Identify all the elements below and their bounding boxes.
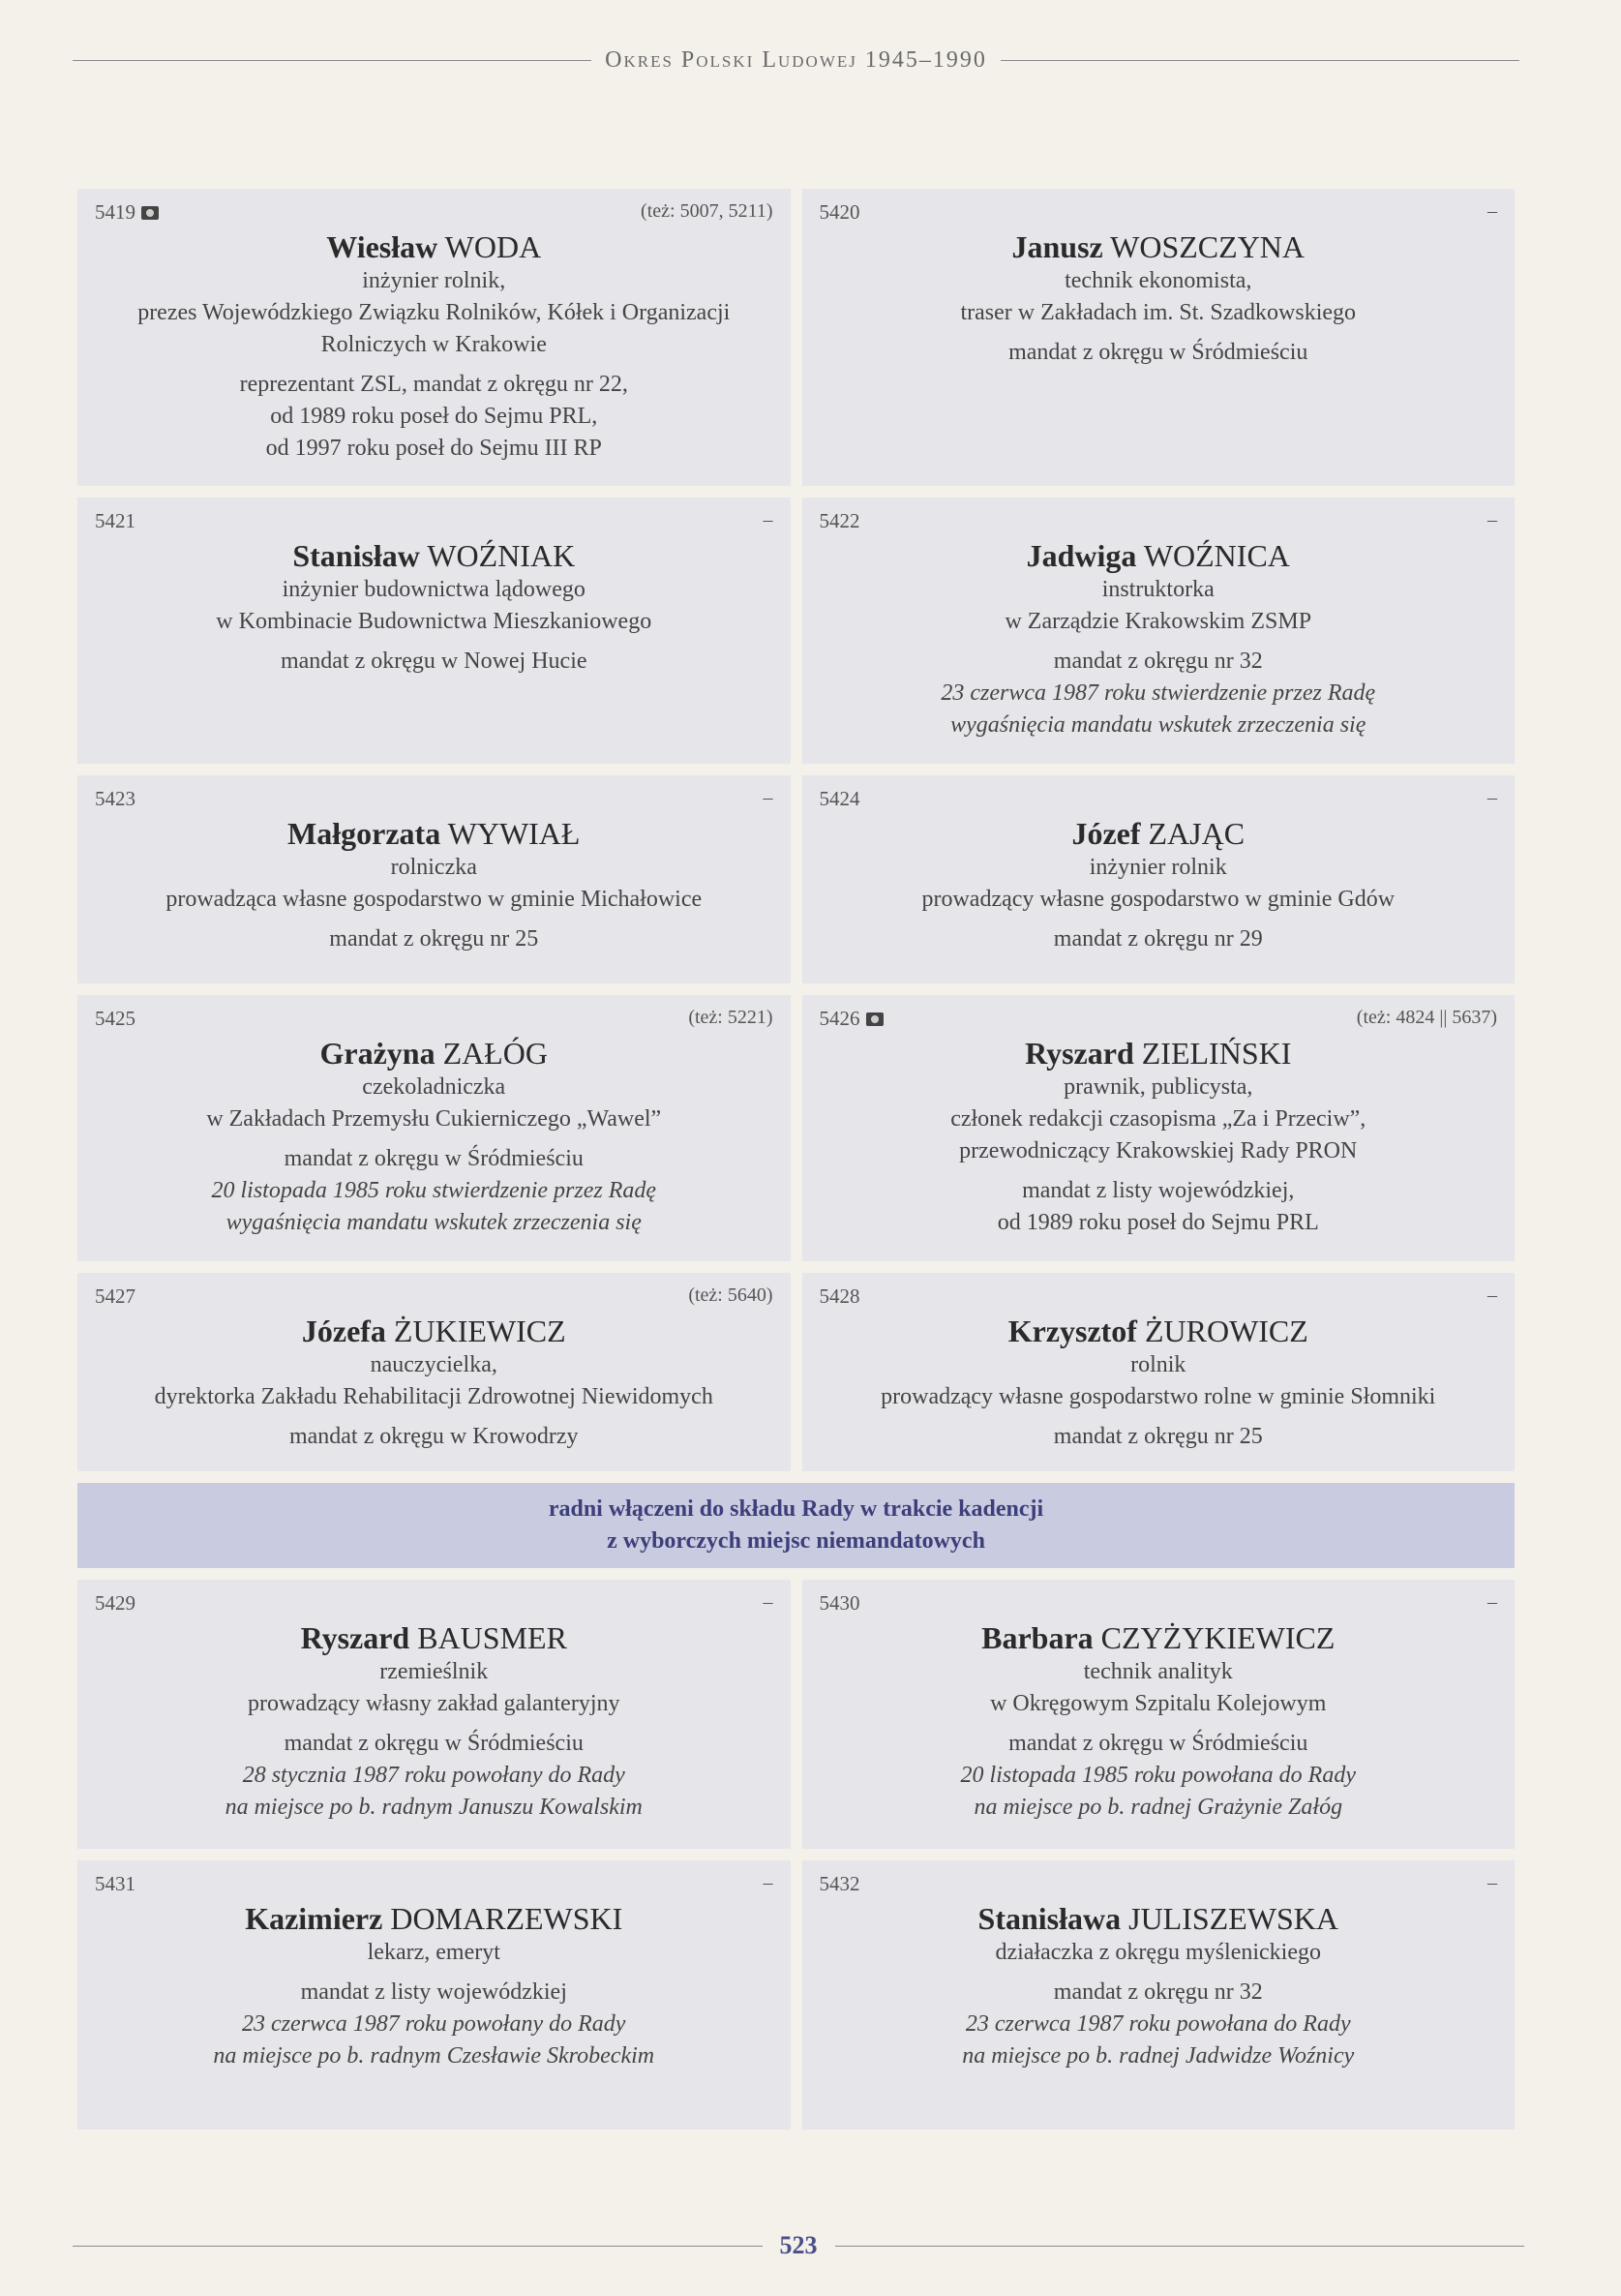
description-line: rolnik bbox=[1130, 1352, 1186, 1377]
person-name bbox=[93, 1620, 775, 1656]
spacer bbox=[93, 916, 775, 923]
entry-number-text: 5424 bbox=[819, 787, 860, 810]
last-name: BAUSMER bbox=[417, 1620, 567, 1655]
description-line: inżynier budownictwa lądowego bbox=[282, 577, 585, 602]
person-name bbox=[93, 816, 775, 852]
note-line: na miejsce po b. radnym Czesławie Skrobeckim bbox=[213, 2043, 655, 2069]
entry-card bbox=[77, 775, 791, 983]
spacer bbox=[93, 638, 775, 646]
entry-row bbox=[77, 1860, 1515, 2130]
entry-row bbox=[77, 1580, 1515, 1849]
cross-reference: – bbox=[763, 509, 773, 530]
entry-number bbox=[820, 200, 860, 225]
note-line: na miejsce po b. radnym Januszu Kowalskim bbox=[225, 1795, 643, 1820]
cross-reference: – bbox=[1487, 1591, 1497, 1613]
entry-number-text: 5420 bbox=[819, 200, 860, 224]
mandate-line: mandat z okręgu w Krowodrzy bbox=[288, 1424, 579, 1449]
entry-card bbox=[802, 775, 1516, 983]
entry-card bbox=[802, 498, 1516, 764]
description-line: technik ekonomista, bbox=[1065, 268, 1252, 293]
entry-number-text: 5432 bbox=[819, 1872, 860, 1895]
cross-reference: (też: 5007, 5211) bbox=[641, 200, 773, 222]
entry-card bbox=[77, 189, 791, 486]
first-name: Małgorzata bbox=[287, 816, 441, 851]
description-line: prowadzący własny zakład galanteryjny bbox=[247, 1691, 620, 1716]
last-name: WOSZCZYNA bbox=[1110, 229, 1306, 264]
first-name: Ryszard bbox=[300, 1620, 410, 1655]
entry-number-text: 5419 bbox=[95, 200, 135, 224]
page-number: 523 bbox=[779, 2231, 818, 2259]
entry-number-text: 5421 bbox=[95, 509, 135, 532]
first-name: Krzysztof bbox=[1007, 1314, 1137, 1348]
entry-card bbox=[77, 995, 791, 1261]
entry-number bbox=[820, 1007, 884, 1031]
entry-number bbox=[95, 1284, 135, 1309]
description-line: prowadzący własne gospodarstwo rolne w gminie Słomniki bbox=[881, 1384, 1436, 1409]
header-rule-right bbox=[1001, 60, 1519, 61]
entry-number-text: 5428 bbox=[819, 1284, 860, 1308]
entry-card bbox=[77, 1273, 791, 1471]
footer-rule-left bbox=[73, 2246, 763, 2247]
entry-number bbox=[95, 1872, 135, 1896]
description-line: w Okręgowym Szpitalu Kolejowym bbox=[990, 1691, 1327, 1716]
first-name: Józefa bbox=[301, 1314, 386, 1348]
first-name: Grażyna bbox=[319, 1036, 435, 1071]
person-name bbox=[818, 816, 1500, 852]
description-line: traser w Zakładach im. St. Szadkowskiego bbox=[960, 300, 1357, 325]
spacer bbox=[93, 1720, 775, 1728]
description-line: prowadząca własne gospodarstwo w gminie Michałowice bbox=[165, 887, 703, 912]
header-rule-left bbox=[73, 60, 591, 61]
description-line: przewodniczący Krakowskiej Rady PRON bbox=[959, 1138, 1358, 1163]
cross-reference: (też: 5640) bbox=[688, 1284, 773, 1306]
description-line: czekoladniczka bbox=[362, 1074, 506, 1100]
last-name: WOŹNIAK bbox=[427, 538, 576, 573]
entry-number-text: 5425 bbox=[95, 1007, 135, 1030]
entries-grid bbox=[77, 189, 1515, 2141]
entry-number-text: 5423 bbox=[95, 787, 135, 810]
last-name: JULISZEWSKA bbox=[1128, 1901, 1338, 1936]
last-name: ZAJĄC bbox=[1148, 816, 1246, 851]
last-name: DOMARZEWSKI bbox=[390, 1901, 623, 1936]
note-line: wygaśnięcia mandatu wskutek zrzeczenia się bbox=[225, 1210, 642, 1235]
mandate-line: mandat z listy wojewódzkiej bbox=[300, 1979, 567, 2005]
first-name: Kazimierz bbox=[245, 1901, 383, 1936]
last-name: WODA bbox=[444, 229, 542, 264]
cross-reference: – bbox=[1487, 787, 1497, 808]
mandate-line: mandat z okręgu nr 25 bbox=[329, 926, 539, 952]
cross-reference: – bbox=[1487, 1284, 1497, 1306]
description-line: w Zakładach Przemysłu Cukierniczego „Wawel” bbox=[206, 1106, 662, 1132]
entry-card bbox=[802, 1860, 1516, 2130]
cross-reference: – bbox=[763, 1591, 773, 1613]
mandate-line: mandat z okręgu w Śródmieściu bbox=[284, 1146, 584, 1171]
first-name: Ryszard bbox=[1025, 1036, 1134, 1071]
spacer bbox=[93, 1413, 775, 1421]
description-line: rolniczka bbox=[390, 855, 477, 880]
mandate-line: mandat z okręgu w Śródmieściu bbox=[284, 1731, 584, 1756]
mandate-line: od 1989 roku poseł do Sejmu PRL bbox=[997, 1210, 1319, 1235]
entry-card bbox=[802, 189, 1516, 486]
mandate-line: mandat z okręgu nr 25 bbox=[1053, 1424, 1263, 1449]
camera-icon bbox=[866, 1012, 884, 1026]
description-line: inżynier rolnik bbox=[1089, 855, 1227, 880]
person-name bbox=[818, 229, 1500, 265]
person-name bbox=[818, 1901, 1500, 1937]
cross-reference: – bbox=[1487, 200, 1497, 222]
entry-card bbox=[802, 995, 1516, 1261]
entry-card bbox=[802, 1273, 1516, 1471]
entry-number bbox=[820, 509, 860, 533]
cross-reference: – bbox=[1487, 1872, 1497, 1893]
entry-number bbox=[820, 787, 860, 811]
spacer bbox=[93, 1969, 775, 1977]
description-line: prezes Wojewódzkiego Związku Rolników, Kółek i Organizacji bbox=[137, 300, 731, 325]
mandate-line: od 1997 roku poseł do Sejmu III RP bbox=[265, 436, 602, 461]
person-name bbox=[93, 229, 775, 265]
entry-number bbox=[95, 787, 135, 811]
cross-reference: – bbox=[763, 787, 773, 808]
entry-number bbox=[820, 1872, 860, 1896]
person-name bbox=[93, 538, 775, 574]
last-name: ZIELIŃSKI bbox=[1141, 1036, 1292, 1071]
description-line: dyrektorka Zakładu Rehabilitacji Zdrowotnej Niewidomych bbox=[154, 1384, 713, 1409]
spacer bbox=[818, 638, 1500, 646]
description-line: Rolniczych w Krakowie bbox=[320, 332, 547, 357]
mandate-line: mandat z okręgu nr 29 bbox=[1053, 926, 1263, 952]
entry-number bbox=[95, 200, 159, 225]
mandate-line: od 1989 roku poseł do Sejmu PRL, bbox=[270, 404, 598, 429]
mandate-line: mandat z okręgu nr 32 bbox=[1053, 1979, 1263, 2005]
banner-line: z wyborczych miejsc niemandatowych bbox=[607, 1528, 985, 1554]
first-name: Barbara bbox=[981, 1620, 1094, 1655]
mandate-line: mandat z listy wojewódzkiej, bbox=[1022, 1178, 1295, 1203]
entry-row bbox=[77, 1273, 1515, 1471]
person-name bbox=[818, 1036, 1500, 1072]
entry-card bbox=[77, 1580, 791, 1849]
spacer bbox=[818, 1413, 1500, 1421]
cross-reference: (też: 4824 || 5637) bbox=[1356, 1007, 1497, 1028]
running-header bbox=[73, 43, 1519, 77]
entry-number-text: 5430 bbox=[819, 1591, 860, 1615]
description-line: w Kombinacie Budownictwa Mieszkaniowego bbox=[216, 609, 652, 634]
note-line: na miejsce po b. radnej Grażynie Załóg bbox=[974, 1795, 1343, 1820]
note-line: 28 stycznia 1987 roku powołany do Rady bbox=[242, 1763, 625, 1788]
entry-number-text: 5429 bbox=[95, 1591, 135, 1615]
person-name bbox=[93, 1314, 775, 1349]
spacer bbox=[818, 1720, 1500, 1728]
last-name: WOŹNICA bbox=[1143, 538, 1290, 573]
entry-row bbox=[77, 995, 1515, 1261]
entry-number-text: 5427 bbox=[95, 1284, 135, 1308]
last-name: ŻUKIEWICZ bbox=[393, 1314, 566, 1348]
section-banner bbox=[77, 1483, 1515, 1568]
description-line: instruktorka bbox=[1101, 577, 1215, 602]
entry-row bbox=[77, 775, 1515, 983]
description-line: inżynier rolnik, bbox=[362, 268, 506, 293]
entry-number bbox=[95, 1591, 135, 1616]
entry-number bbox=[820, 1591, 860, 1616]
first-name: Janusz bbox=[1011, 229, 1103, 264]
person-name bbox=[818, 1314, 1500, 1349]
description-line: prawnik, publicysta, bbox=[1064, 1074, 1253, 1100]
note-line: na miejsce po b. radnej Jadwidze Woźnicy bbox=[962, 2043, 1355, 2069]
note-line: wygaśnięcia mandatu wskutek zrzeczenia się bbox=[950, 712, 1366, 738]
spacer bbox=[818, 1969, 1500, 1977]
entry-number-text: 5431 bbox=[95, 1872, 135, 1895]
first-name: Józef bbox=[1071, 816, 1141, 851]
description-line: rzemieślnik bbox=[379, 1659, 489, 1684]
first-name: Stanisława bbox=[977, 1901, 1122, 1936]
person-name bbox=[93, 1901, 775, 1937]
page-footer bbox=[73, 2231, 1524, 2260]
spacer bbox=[93, 361, 775, 369]
description-line: prowadzący własne gospodarstwo w gminie Gdów bbox=[921, 887, 1396, 912]
last-name: ZAŁÓG bbox=[442, 1036, 548, 1071]
note-line: 23 czerwca 1987 roku powołana do Rady bbox=[965, 2011, 1351, 2037]
entry-row bbox=[77, 189, 1515, 486]
first-name: Jadwiga bbox=[1026, 538, 1137, 573]
first-name: Stanisław bbox=[292, 538, 420, 573]
mandate-line: mandat z okręgu w Śródmieściu bbox=[1008, 340, 1308, 365]
entry-card bbox=[77, 498, 791, 764]
header-title: Okres Polski Ludowej 1945–1990 bbox=[605, 46, 987, 73]
entry-number bbox=[820, 1284, 860, 1309]
entry-number bbox=[95, 509, 135, 533]
last-name: WYWIAŁ bbox=[447, 816, 581, 851]
mandate-line: mandat z okręgu nr 32 bbox=[1053, 649, 1263, 674]
description-line: technik analityk bbox=[1083, 1659, 1233, 1684]
note-line: 23 czerwca 1987 roku stwierdzenie przez Radę bbox=[941, 680, 1376, 706]
spacer bbox=[818, 1167, 1500, 1175]
person-name bbox=[93, 1036, 775, 1072]
description-line: w Zarządzie Krakowskim ZSMP bbox=[1005, 609, 1312, 634]
entry-number-text: 5422 bbox=[819, 509, 860, 532]
camera-icon bbox=[141, 206, 159, 220]
last-name: ŻUROWICZ bbox=[1144, 1314, 1308, 1348]
note-line: 20 listopada 1985 roku powołana do Rady bbox=[960, 1763, 1356, 1788]
description-line: działaczka z okręgu myślenickiego bbox=[995, 1940, 1321, 1965]
description-line: lekarz, emeryt bbox=[367, 1940, 500, 1965]
last-name: CZYŻYKIEWICZ bbox=[1100, 1620, 1336, 1655]
entry-row bbox=[77, 498, 1515, 764]
cross-reference: – bbox=[763, 1872, 773, 1893]
spacer bbox=[93, 1135, 775, 1143]
entry-card bbox=[77, 1860, 791, 2130]
spacer bbox=[818, 916, 1500, 923]
mandate-line: reprezentant ZSL, mandat z okręgu nr 22, bbox=[239, 372, 628, 397]
note-line: 23 czerwca 1987 roku powołany do Rady bbox=[242, 2011, 626, 2037]
description-line: członek redakcji czasopisma „Za i Przeciw”, bbox=[950, 1106, 1366, 1132]
mandate-line: mandat z okręgu w Nowej Hucie bbox=[280, 649, 587, 674]
entry-number-text: 5426 bbox=[819, 1007, 860, 1030]
spacer bbox=[818, 329, 1500, 337]
entry-number bbox=[95, 1007, 135, 1031]
description-line: nauczycielka, bbox=[370, 1352, 497, 1377]
cross-reference: (też: 5221) bbox=[688, 1007, 773, 1028]
footer-rule-right bbox=[835, 2246, 1525, 2247]
person-name bbox=[818, 1620, 1500, 1656]
cross-reference: – bbox=[1487, 509, 1497, 530]
first-name: Wiesław bbox=[326, 229, 438, 264]
banner-line: radni włączeni do składu Rady w trakcie kadencji bbox=[548, 1496, 1044, 1522]
note-line: 20 listopada 1985 roku stwierdzenie przez Radę bbox=[211, 1178, 657, 1203]
entry-card bbox=[802, 1580, 1516, 1849]
mandate-line: mandat z okręgu w Śródmieściu bbox=[1008, 1731, 1308, 1756]
person-name bbox=[818, 538, 1500, 574]
